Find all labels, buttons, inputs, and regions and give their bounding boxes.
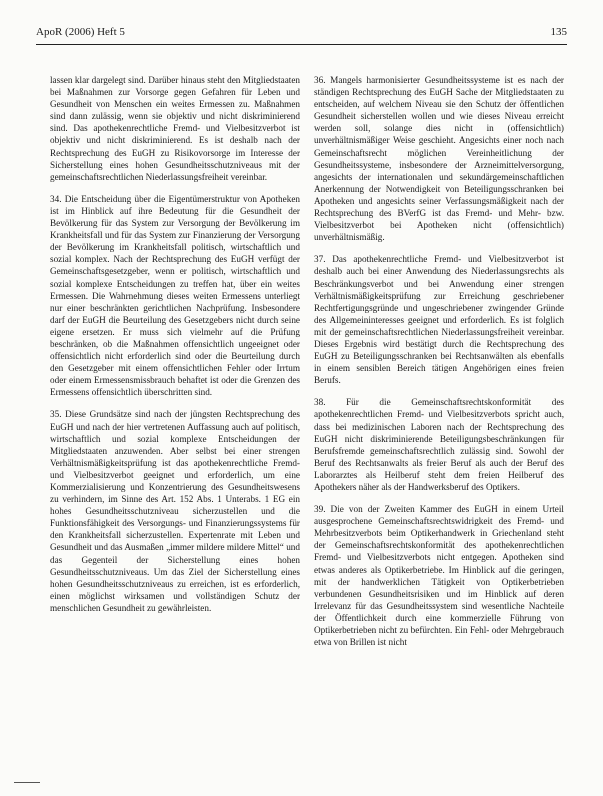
- footer-rule: [14, 782, 40, 783]
- running-header: [36, 26, 567, 44]
- paragraph-37: 37. Das apothekenrechtliche Fremd- und Vielbesitzverbot ist deshalb auch bei einer Anwendung des Niederlassungsrechts als Beschränkungsverbot und bei Anwendung einer strengen Verhältnismäßigkeitsprüfung zur Erreichung geschriebener Rechtfertigungsgründe und ungeschriebener zwingender Gründe des Allgemeininteresses geeignet und erforderlich. Es ist folglich mit der gemeinschaftsrechtlichen Niederlassungsfreiheit vereinbar. Dieses Ergebnis wird bestätigt durch die Rechtsprechung des EuGH zu Beteiligungsschranken bei Rechtsanwälten als ebenfalls in einem sensiblen Bereich tätigen Angehörigen eines freien Berufs.: [314, 254, 564, 386]
- paragraph-39: 39. Die von der Zweiten Kammer des EuGH in einem Urteil ausgesprochene Gemeinschaftsrechtswidrigkeit des Fremd- und Mehrbesitzverbots beim Optikerhandwerk in Griechenland steht der Gemeinschaftsrechtskonformität des apothekenrechtlichen Fremd- und Vielbesitzverbots nicht entgegen. Apotheken sind etwas anderes als Optikerbetriebe. Im Hinblick auf die geringen, mit der handwerklichen Tätigkeit von Optikerbetrieben verbundenen Gesundheitsrisiken und im Hinblick auf deren Irrelevanz für das Gesundheitssystem sind wesentliche Nachteile der Öffentlichkeit durch eine kommerzielle Führung von Optikerbetrieben nicht zu befürchten. Ein Fehl- oder Mehrgebrauch etwa von Brillen ist nicht: [314, 504, 564, 648]
- paragraph-35: 35. Diese Grundsätze sind nach der jüngsten Rechtsprechung des EuGH und nach der hier vertretenen Auffassung auch auf politisch, wirtschaftlich und sozial komplexe Entscheidungen der Mitgliedstaaten anzuwenden. Aber selbst bei einer strengen Verhältnismäßigkeitsprüfung ist das apothekenrechtliche Fremd- und Vielbesitzverbot geeignet und erforderlich, um eine Kommerzialisierung und Konzentrierung des Gesundheitswesens zu verhindern, im Sinne des Art. 152 Abs. 1 Unterabs. 1 EG ein hohes Gesundheitsschutzniveau sicherzustellen und die Funktionsfähigkeit des Versorgungs- und Finanzierungssystems für den Krankheitsfall sicherzustellen. Expertenrate mit Leben und Gesundheit und das Ausmaßen „immer mildere mildere Mittel“ und das Gegenteil der Sicherstellung eines hohen Gesundheitsschutzniveaus. Um das Ziel der Sicherstellung eines hohen Gesundheitsschutzniveaus zu erreichen, ist es erforderlich, einen möglichst wirksamen und vollständigen Schutz der menschlichen Gesundheit zu gewährleisten.: [50, 409, 300, 613]
- journal-reference: ApoR (2006) Heft 5: [36, 26, 125, 38]
- page-number: 135: [550, 26, 567, 38]
- paragraph-34: 34. Die Entscheidung über die Eigentümerstruktur von Apotheken ist im Hinblick auf ihre Bedeutung für die Gesundheit der Bevölkerung für das System zur Versorgung der Bevölkerung im Krankheitsfall und für das System zur Finanzierung der Versorgung der Bevölkerung im Krankheitsfall politisch, wirtschaftlich und sozial komplex. Nach der Rechtsprechung des EuGH verfügt der Gemeinschaftsgesetzgeber, wenn er politisch, wirtschaftlich und sozial komplexe Entscheidungen zu treffen hat, über ein weites Ermessen. Die Wahrnehmung dieses weiten Ermessens unterliegt nur einer beschränkten gerichtlichen Nachprüfung. Insbesondere darf der EuGH die Beurteilung des Gesetzgebers nicht durch seine eigene ersetzen. Er muss sich vielmehr auf die Prüfung beschränken, ob die Maßnahmen offensichtlich ungeeignet oder offensichtlich nicht erforderlich sind oder die Beurteilung durch den Gesetzgeber mit einem offensichtlichen Fehler oder Irrtum oder einem Ermessensmissbrauch behaftet ist oder die Grenzen des Ermessens offensichtlich überschritten sind.: [50, 193, 300, 398]
- header-rule: [36, 44, 567, 45]
- paragraph-continuation: lassen klar dargelegt sind. Darüber hinaus steht den Mitgliedstaaten bei Maßnahmen zur Vorsorge gegen Gefahren für Leben und Gesundheit von Menschen ein weites Ermessen zu. Maßnahmen sind dann zulässig, wenn sie objektiv und nicht diskriminierend sind. Das apothekenrechtliche Fremd- und Vielbesitzverbot ist objektiv und nicht diskriminierend. Es ist deshalb nach der Rechtsprechung des EuGH zu Risikovorsorge im Interesse der Sicherstellung eines hohen Gesundheitsschutzniveaus mit der gemeinschaftsrechtlichen Niederlassungsfreiheit vereinbar.: [50, 75, 300, 182]
- paragraph-38: 38. Für die Gemeinschaftsrechtskonformität des apothekenrechtlichen Fremd- und Vielbesitzverbots spricht auch, dass bei medizinischen Laboren nach der Rechtsprechung des EuGH nicht diskriminierende Beteiligungsbeschränkungen für Berufsfremde gemeinschaftsrechtlich zulässig sind. Sowohl der Beruf des Rechtsanwalts als freier Beruf als auch der Beruf des Laborarztes als Heilberuf steht dem freien Heilberuf des Apothekers näher als der Handwerksberuf des Optikers.: [314, 397, 564, 492]
- paragraph-36: 36. Mangels harmonisierter Gesundheitssysteme ist es nach der ständigen Rechtsprechung des EuGH Sache der Mitgliedstaaten zu entscheiden, auf welchem Niveau sie den Schutz der öffentlichen Gesundheit sicherstellen wollen und wie dieses Niveau erreicht werden soll, solange dies nicht in (offensichtlich) unverhältnismäßiger Weise geschieht. Angesichts einer noch nach Gemeinschaftsrecht möglichen Vereinheitlichung der Gesundheitssysteme, insbesondere der Arzneimittelversorgung, angesichts der internationalen und sekundärgemeinschaftlichen Anerkennung der Notwendigkeit von Beteiligungsschranken bei Apotheken und angesichts seiner Verfassungsmäßigkeit nach der Rechtsprechung des BVerfG ist das Fremd- und Mehr- bzw. Vielbesitzverbot bei Apotheken nicht (offensichtlich) unverhältnismäßig.: [314, 75, 564, 243]
- left-column: [50, 74, 300, 624]
- right-column: [314, 74, 564, 658]
